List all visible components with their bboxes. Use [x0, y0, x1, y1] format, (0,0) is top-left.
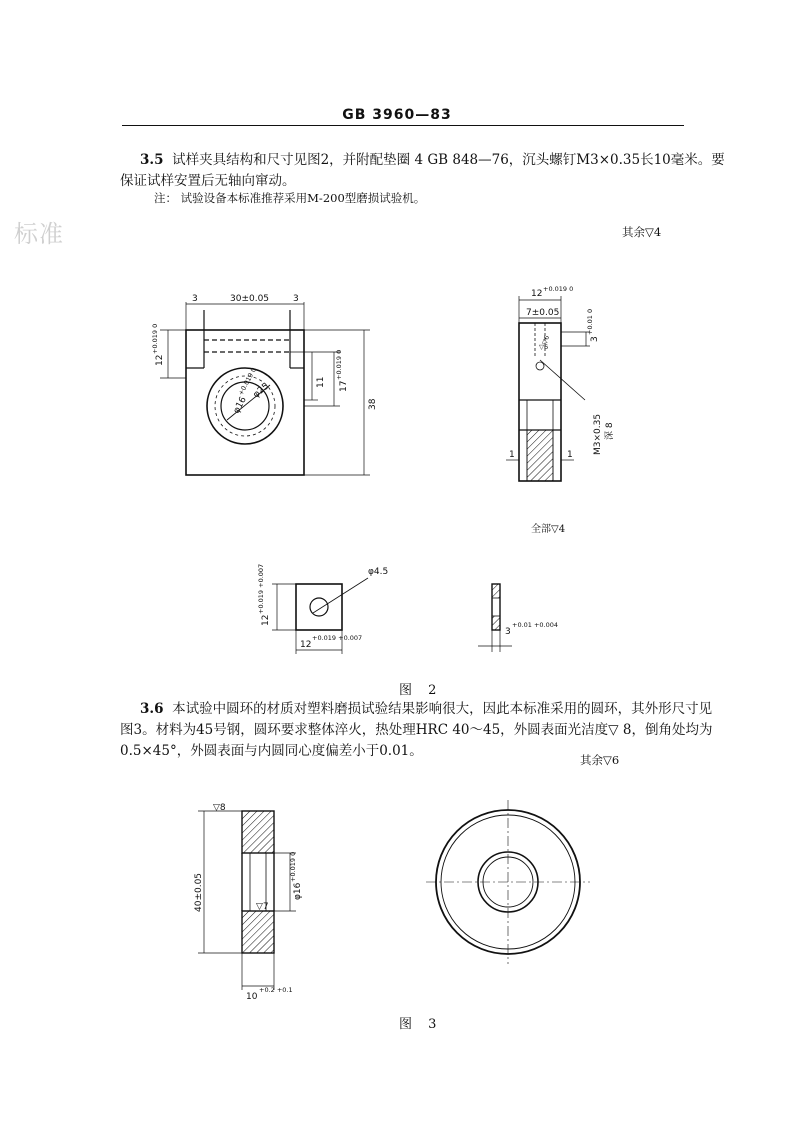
washer-dim-3-tol: +0.01 +0.004 [512, 621, 559, 629]
figure-2-caption: 图 2 [399, 683, 443, 698]
watermark: 标准 [14, 220, 64, 248]
side-dim-1-right: 1 [567, 450, 573, 460]
washer-dim-12v: 12 [261, 614, 271, 626]
washer-dim-12h: 12 [300, 640, 312, 650]
washer-dim-phi45: φ4.5 [368, 567, 389, 577]
section-3-5-note: 注： 试验设备本标准推荐采用M-200型磨损试验机。 [154, 191, 426, 205]
ring-dim-40: 40±0.05 [194, 872, 204, 912]
section-number: 3.5 [140, 152, 164, 168]
ring-dim-10-tol: +0.2 +0.1 [259, 986, 293, 994]
washer-dim-3: 3 [505, 627, 511, 637]
section-3-5-line-2: 保证试样安置后无轴向窜动。 [120, 173, 296, 189]
dim-phi16-tol: +0.019 0 [236, 366, 259, 397]
side-dim-3: 3 [590, 336, 600, 342]
dim-11: 11 [316, 376, 326, 388]
washer-dim-12v-tol: +0.019 +0.007 [257, 563, 265, 614]
ring-dim-phi16-tol: +0.019 0 [289, 851, 297, 882]
side-dim-7: 7±0.05 [526, 308, 560, 318]
dim-30: 30±0.05 [230, 294, 270, 304]
washer-dim-12h-tol: +0.019 +0.007 [312, 634, 363, 642]
dim-17: 17 [339, 380, 349, 392]
dim-3-left: 3 [192, 294, 198, 304]
dim-38: 38 [368, 398, 378, 410]
section-number: 3.6 [140, 701, 164, 717]
section-text: 本试验中圆环的材质对塑料磨损试验结果影响很大，因此本标准采用的圆环，其外形尺寸见 [172, 701, 713, 717]
fig2-washer-front [272, 578, 368, 654]
dim-phi25: φ25 [251, 381, 272, 401]
figure-3-caption: 图 3 [399, 1017, 443, 1032]
fig3-ring-front [426, 800, 590, 964]
side-dim-12-tol: +0.019 0 [543, 285, 574, 293]
section-3-6-line-1 [140, 697, 712, 717]
side-dim-12: 12 [531, 289, 543, 299]
standard-code-header: GB 3960—83 [342, 107, 452, 123]
dim-17-tol: +0.019 0 [335, 349, 343, 380]
section-3-6-line-2: 图3。材料为45号钢，圆环要求整体淬火，热处理HRC 40～45，外圆表面光洁度▽ 8，倒角处均为 [120, 722, 713, 738]
fig2-washer-side [478, 584, 512, 652]
side-dim-m3: M3×0.35 [593, 413, 603, 455]
fig3-ring-section [198, 811, 296, 990]
side-dim-1-left: 1 [509, 450, 515, 460]
side-dim-depth: 深 8 [605, 422, 615, 440]
fig2-roughness-all: 全部▽4 [531, 524, 566, 535]
dim-3-right: 3 [293, 294, 299, 304]
ring-roughness-8: ▽8 [213, 803, 226, 813]
dim-12-tol: +0.019 0 [151, 323, 159, 354]
dim-phi16: φ16 [231, 395, 249, 416]
section-text: 试样夹具结构和尺寸见图2，并附配垫圈 4 GB 848—76，沉头螺钉M3×0.35长10毫米。要 [172, 152, 725, 168]
ring-dim-phi16: φ16 [293, 882, 303, 900]
fig2-side-view [506, 296, 590, 481]
side-dim-3-tol: +0.01 0 [586, 308, 594, 335]
section-3-6-line-3: 0.5×45°，外圆表面与内圆同心度偏差小于0.01。 [120, 743, 423, 759]
side-roughness-6a: ▽6 [540, 334, 552, 346]
ring-dim-10: 10 [246, 992, 258, 1002]
side-roughness-6b: ▽6 [539, 343, 549, 351]
ring-roughness-7: ▽7 [256, 902, 269, 912]
fig2-roughness-rest: 其余▽4 [622, 225, 662, 239]
fig3-roughness-rest: 其余▽6 [580, 753, 620, 767]
dim-12: 12 [155, 354, 165, 366]
